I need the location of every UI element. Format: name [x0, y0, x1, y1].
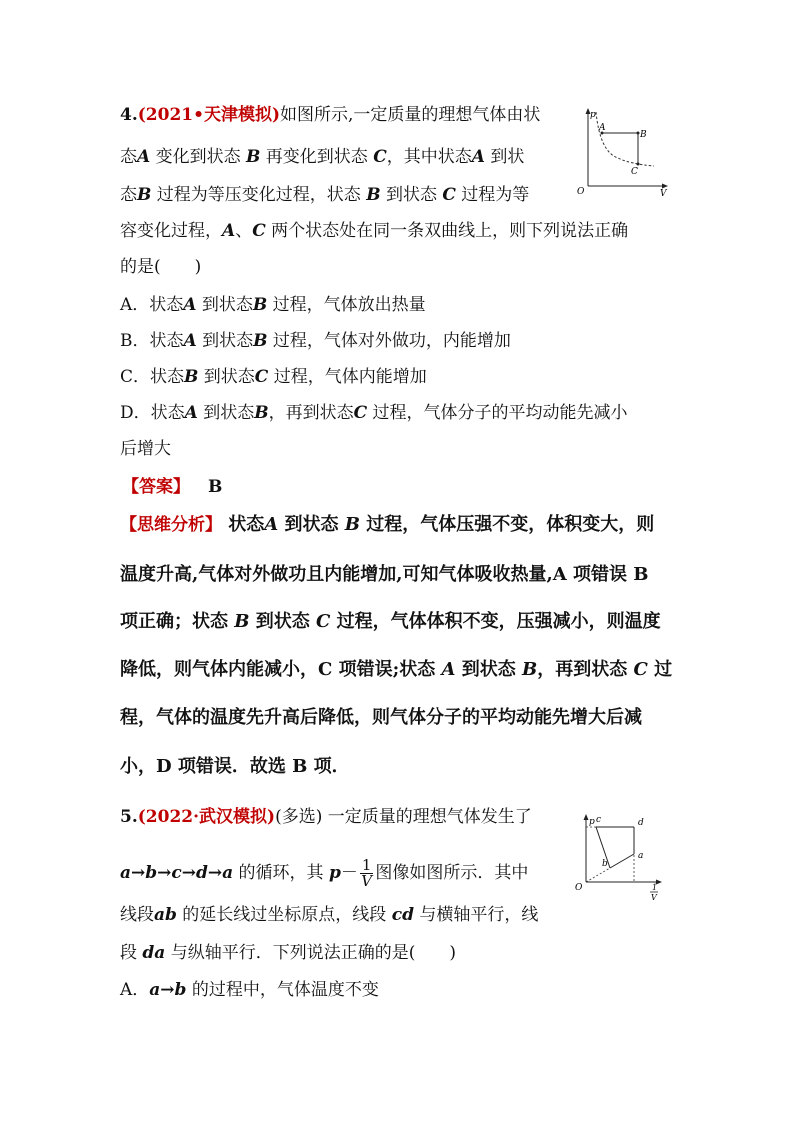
q5-label-b: b [602, 859, 608, 869]
text-run: 到状态 [455, 659, 523, 680]
text-run: 过程为等压变化过程，状态 [151, 185, 367, 205]
q4-v-arrow [662, 184, 668, 189]
text-run: B．状态 [120, 331, 184, 351]
q4-option-b [120, 330, 511, 352]
text-run: 的循环，其 [233, 863, 329, 883]
q5-text-4 [120, 943, 456, 963]
q5-origin-guide [586, 868, 610, 882]
italic-symbol: ab [154, 905, 177, 925]
q5-text-3 [120, 905, 538, 925]
text-run: 的是( ) [120, 257, 202, 277]
q4-answer [122, 476, 222, 498]
text-run: 小，D 项错误．故选 B 项． [120, 756, 350, 777]
q4-option-d-text-2 [120, 439, 171, 459]
italic-symbol: A [184, 403, 198, 423]
italic-symbol: da [142, 943, 166, 963]
italic-symbol: B [234, 611, 250, 632]
text-run: 过程，气体内能增加 [268, 367, 427, 387]
text-run: 过程，气体分子的平均动能先减小 [367, 403, 628, 423]
q5-source: (2022·武汉模拟) [137, 807, 276, 827]
q5-option-a [120, 979, 379, 1001]
italic-symbol: B [254, 403, 269, 423]
italic-symbol: A [137, 147, 151, 167]
q4-label-c: C [631, 167, 638, 177]
italic-symbol: B [246, 147, 261, 167]
q5-label-v: V [651, 893, 657, 902]
text-run: 如图所示,一定质量的理想气体由状 [280, 105, 541, 125]
q4-option-d-cont [120, 438, 171, 460]
text-run: A． [120, 980, 150, 1000]
italic-symbol: a→b→c→d→a [120, 863, 234, 883]
italic-symbol: A [471, 147, 485, 167]
q5-text-2 [120, 856, 529, 890]
italic-symbol: B [253, 331, 268, 351]
text-run: 态 [120, 185, 137, 205]
analysis-text-5 [120, 707, 642, 728]
text-run: 温度升高,气体对外做功且内能增加,可知气体吸收热量,A 项错误 B [120, 564, 649, 585]
text-run: 到状态 [197, 403, 255, 423]
q4-analysis-3 [120, 611, 661, 633]
text-run: C．状态 [120, 367, 185, 387]
q5-line-1 [120, 806, 532, 828]
text-run: 容变化过程， [120, 221, 222, 241]
text-run: 过程为等 [455, 185, 530, 205]
q4-option-d [120, 402, 628, 424]
text-run: 线段 [120, 905, 154, 925]
answer-tag: 【答案】 [122, 477, 190, 497]
text-run: A．状态 [120, 295, 184, 315]
italic-symbol: C [316, 611, 331, 632]
italic-symbol: cd [391, 905, 414, 925]
analysis-text-2 [120, 564, 649, 585]
q5-label-d: d [638, 818, 644, 828]
analysis-text-1 [222, 514, 654, 535]
q4-label-o: O [577, 187, 585, 196]
italic-symbol: a→b [149, 980, 187, 1000]
text-run: 过程，气体对外做功，内能增加 [267, 331, 511, 351]
q5-label-a: a [638, 851, 644, 861]
text-run: 变化到状态 [150, 147, 247, 167]
text-run: 的延长线过坐标原点，线段 [176, 905, 392, 925]
q4-pv-diagram [574, 104, 674, 196]
q5-option-a-text [120, 980, 379, 1000]
q4-analysis-4 [120, 659, 672, 681]
answer-value: B [208, 477, 223, 497]
text-run: 过程，气体压强不变，体积变大，则 [360, 514, 655, 535]
q4-text-4 [120, 221, 628, 241]
q4-number: 4. [120, 105, 138, 125]
q4-point-c [637, 163, 640, 166]
q5-line-3 [120, 904, 538, 926]
fraction-denominator: V [361, 872, 373, 890]
q4-line-5 [120, 256, 201, 278]
italic-symbol: C [442, 185, 456, 205]
q4-analysis-2 [120, 564, 649, 586]
italic-symbol: A [222, 221, 236, 241]
q4-label-b: B [640, 130, 647, 140]
q4-analysis-5 [120, 707, 642, 729]
q5-text-1 [322, 807, 531, 827]
q4-label-v: V [660, 189, 667, 196]
text-run: 到状态 [196, 331, 254, 351]
text-run: 状态 [222, 514, 265, 535]
q4-text-5 [120, 257, 201, 277]
analysis-tag: 【思维分析】 [120, 515, 222, 535]
q4-source: (2021•天津模拟) [137, 105, 281, 125]
q4-text-3 [120, 185, 529, 205]
q4-option-c-text [120, 367, 427, 387]
italic-symbol: C [252, 221, 266, 241]
text-run: 过程，气体放出热量 [267, 295, 426, 315]
q5-line-4 [120, 942, 456, 964]
text-run: 与纵轴平行．下列说法正确的是( ) [165, 943, 456, 963]
q5-p-invv-diagram [572, 810, 668, 902]
text-run: 与横轴平行，线 [413, 905, 539, 925]
text-run: ，再到状态 [268, 403, 354, 423]
q4-option-c [120, 366, 427, 388]
text-run: 过 [647, 659, 673, 680]
text-run: 到状态 [198, 367, 255, 387]
italic-symbol: C [254, 367, 269, 387]
text-run: 一定质量的理想气体发生了 [322, 807, 532, 827]
italic-symbol: p [328, 863, 341, 883]
inline-fraction [360, 858, 374, 889]
analysis-text-4 [120, 659, 672, 680]
text-run: ，其中状态 [386, 147, 472, 167]
text-run: 到状态 [196, 295, 253, 315]
text-run: 项正确；状态 [120, 611, 235, 632]
q5-ab-segment [610, 854, 634, 868]
q4-line-4 [120, 220, 628, 242]
italic-symbol: B [522, 659, 538, 680]
text-run: 到状 [484, 147, 525, 167]
q4-option-a-text [120, 295, 426, 315]
italic-symbol: B [137, 185, 152, 205]
italic-symbol: A [264, 514, 279, 535]
q5-label-c: c [596, 815, 602, 825]
text-run: 降低，则气体内能减小，C 项错误;状态 [120, 659, 442, 680]
italic-symbol: C [353, 403, 368, 423]
text-run: 到状态 [249, 611, 317, 632]
text-run: 两个状态处在同一条双曲线上，则下列说法正确 [265, 221, 629, 241]
italic-symbol: B [184, 367, 199, 387]
text-run: ，再到状态 [537, 659, 634, 680]
italic-symbol: B [252, 295, 268, 315]
q4-line-1 [120, 104, 540, 126]
analysis-text-6 [120, 756, 350, 777]
italic-symbol: B [366, 185, 381, 205]
q4-option-a [120, 294, 426, 316]
q5-label-p: p [589, 817, 595, 827]
text-run: 过程，气体体积不变，压强减小，则温度 [330, 611, 661, 632]
italic-symbol: A [183, 295, 197, 315]
text-run: 、 [235, 221, 253, 241]
text-run: 再变化到状态 [260, 147, 374, 167]
italic-symbol: C [633, 659, 648, 680]
q5-label-one: 1 [652, 883, 658, 892]
q4-line-2 [120, 146, 524, 168]
q4-label-p: p [590, 110, 596, 120]
q5-p-arrow [584, 814, 589, 820]
q5-line-2 [120, 858, 528, 889]
text-run: 段 [120, 943, 143, 963]
q5-label-o: O [575, 883, 583, 893]
q5-number: 5. [120, 807, 138, 827]
text-run: 态 [120, 147, 137, 167]
text-run: D．状态 [120, 403, 185, 423]
italic-symbol: C [373, 147, 387, 167]
text-run: 到状态 [278, 514, 345, 535]
text-run: 到状态 [380, 185, 443, 205]
q4-analysis-6 [120, 756, 350, 778]
text-run: 的过程中，气体温度不变 [186, 980, 379, 1000]
italic-symbol: A [183, 331, 197, 351]
italic-symbol: B [344, 514, 361, 535]
italic-symbol: A [441, 659, 456, 680]
text-run: 程，气体的温度先升高后降低，则气体分子的平均动能先增大后减 [120, 707, 642, 728]
text-run: － [340, 863, 358, 883]
q4-analysis-1 [120, 514, 654, 536]
q4-option-d-text-1 [120, 403, 628, 423]
fraction-numerator: 1 [361, 856, 372, 874]
q4-option-b-text [120, 331, 511, 351]
q4-text-1 [280, 105, 540, 125]
analysis-text-3 [120, 611, 661, 632]
q4-line-3 [120, 184, 529, 206]
q4-text-2 [120, 147, 524, 167]
text-run: 后增大 [120, 439, 171, 459]
q4-label-a: A [599, 123, 606, 133]
text-run: 图像如图所示．其中 [375, 863, 529, 883]
q5-tag: (多选) [275, 807, 323, 827]
